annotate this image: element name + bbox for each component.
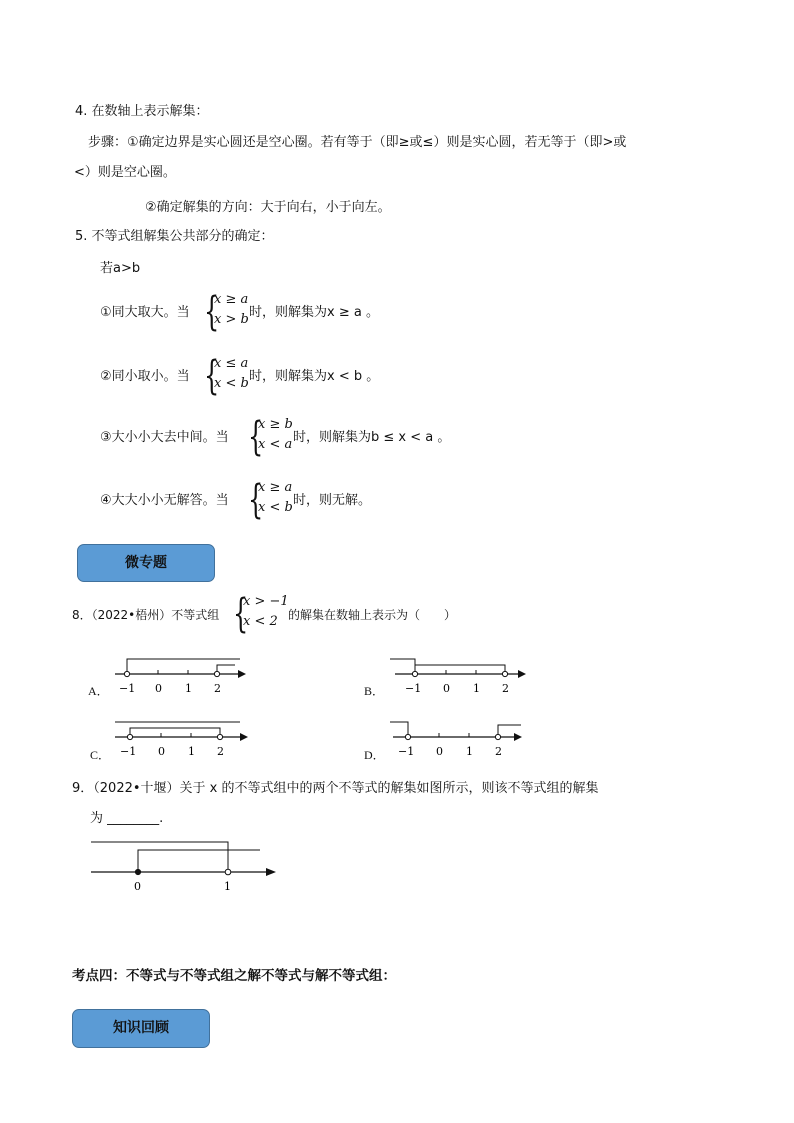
rule1-row1: x ≥ a	[214, 292, 249, 307]
tick-label: 1	[466, 745, 473, 758]
rule1-suffix: 时，则解集为x ≥ a 。	[249, 305, 379, 320]
tick-label: 2	[214, 682, 221, 695]
rule4-row1: x ≥ a	[258, 480, 293, 495]
rule2-prefix: ②同小取小。当	[100, 369, 190, 384]
q8-suffix: 的解集在数轴上表示为（ ）	[288, 608, 457, 622]
point4-heading: 考点四：不等式与不等式组之解不等式与解不等式组：	[72, 968, 396, 984]
q9-number-line	[88, 836, 288, 896]
brace-icon: {	[204, 353, 220, 399]
brace-icon: {	[233, 591, 249, 637]
option-d-label[interactable]: D．	[364, 748, 385, 762]
tick-label: 1	[473, 682, 480, 695]
option-c-label[interactable]: C．	[90, 748, 111, 762]
rule3-suffix: 时，则解集为b ≤ x < a 。	[293, 430, 451, 445]
tick-label: −1	[405, 682, 422, 695]
option-b-label[interactable]: B．	[364, 684, 385, 698]
option-a-label[interactable]: A．	[88, 684, 109, 698]
brace-icon: {	[248, 414, 264, 460]
rule3-row1: x ≥ b	[258, 417, 293, 432]
tick-label: 0	[134, 880, 141, 893]
tick-label: −1	[120, 745, 137, 758]
tick-label: 2	[502, 682, 509, 695]
rule2-row2: x < b	[214, 376, 249, 391]
rule4-row2: x < b	[258, 500, 293, 515]
q9-line2: 为 ________.	[90, 811, 164, 826]
q8-prefix: 8．（2022•梧州）不等式组	[72, 608, 220, 622]
tick-label: −1	[119, 682, 136, 695]
section5-premise: 若a>b	[100, 261, 141, 276]
tick-label: 1	[224, 880, 231, 893]
section4-step1-line2: <）则是空心圈。	[74, 165, 176, 180]
section4-step2: ②确定解集的方向：大于向右，小于向左。	[145, 200, 391, 215]
knowledge-review-button[interactable]: 知识回顾	[72, 1009, 210, 1048]
q8-row2: x < 2	[243, 614, 278, 629]
option-b-number-line[interactable]	[390, 652, 530, 698]
rule2-row1: x ≤ a	[214, 356, 249, 371]
section4-step1-line1: 步骤：①确定边界是实心圆还是空心圈。若有等于（即≥或≤）则是实心圆，若无等于（即>或	[88, 135, 627, 150]
rule4-prefix: ④大大小小无解答。当	[100, 493, 229, 508]
rule1-prefix: ①同大取大。当	[100, 305, 190, 320]
option-d-number-line[interactable]	[388, 715, 528, 761]
micro-topic-button[interactable]: 微专题	[77, 544, 215, 582]
rule3-row2: x < a	[258, 437, 293, 452]
tick-label: −1	[398, 745, 415, 758]
section5-heading: 5. 不等式组解集公共部分的确定：	[75, 229, 274, 244]
rule2-suffix: 时，则解集为x < b 。	[249, 369, 380, 384]
tick-label: 1	[185, 682, 192, 695]
q8-row1: x > −1	[243, 594, 289, 609]
tick-label: 2	[495, 745, 502, 758]
brace-icon: {	[204, 289, 220, 335]
brace-icon: {	[248, 477, 264, 523]
tick-label: 0	[443, 682, 450, 695]
q9-line1: 9．（2022•十堰）关于 x 的不等式组中的两个不等式的解集如图所示，则该不等式组的解集	[72, 781, 599, 796]
option-a-number-line[interactable]	[110, 652, 250, 698]
option-c-number-line[interactable]	[110, 715, 255, 761]
tick-label: 2	[217, 745, 224, 758]
rule1-row2: x > b	[214, 312, 249, 327]
tick-label: 0	[436, 745, 443, 758]
tick-label: 0	[158, 745, 165, 758]
section4-heading: 4. 在数轴上表示解集：	[75, 104, 209, 119]
rule3-prefix: ③大小小大去中间。当	[100, 430, 229, 445]
tick-label: 0	[155, 682, 162, 695]
rule4-suffix: 时，则无解。	[293, 493, 372, 508]
tick-label: 1	[188, 745, 195, 758]
